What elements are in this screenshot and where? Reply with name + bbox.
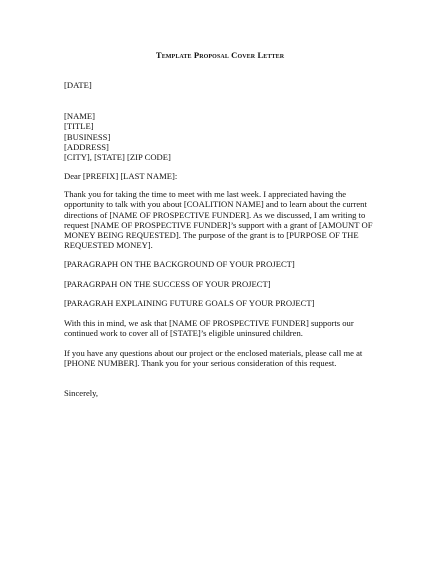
- closing: [64, 388, 384, 398]
- mind-line-2: continued work to cover all of [STATE]’s eligible uninsured children.: [64, 328, 303, 339]
- intro-line-2: opportunity to talk with you about [COALITION NAME] and to learn about the current: [64, 199, 367, 210]
- questions-line-2: [PHONE NUMBER]. Thank you for your serious consideration of this request.: [64, 358, 337, 369]
- letter-title: Template Proposal Cover Letter: [155, 50, 285, 60]
- address-title: [TITLE]: [64, 121, 94, 132]
- body-paragraph-goals: [64, 298, 384, 308]
- address-name: [NAME]: [64, 111, 96, 121]
- address-street: [ADDRESS]: [64, 141, 109, 152]
- intro-line-5: MONEY BEING REQUESTED]. The purpose of the grant is to [PURPOSE OF THE: [64, 230, 359, 241]
- mind-line-1: With this in mind, we ask that [NAME OF PROSPECTIVE FUNDER] supports our: [64, 318, 354, 328]
- closing-text: Sincerely,: [64, 388, 99, 398]
- body-paragraph-mind: [64, 318, 384, 339]
- body-paragraph-success: [64, 279, 384, 289]
- salutation-text: Dear [PREFIX] [LAST NAME]:: [64, 171, 178, 181]
- date-text: [DATE]: [64, 80, 92, 90]
- recipient-address: [64, 111, 384, 162]
- goals-placeholder: [PARAGRAH EXPLAINING FUTURE GOALS OF YOUR PROJECT]: [64, 298, 315, 308]
- intro-line-4: request [NAME OF PROSPECTIVE FUNDER]’s support with a grant of [AMOUNT OF: [64, 219, 373, 230]
- body-paragraph-background: [64, 259, 384, 269]
- salutation: [64, 171, 384, 181]
- intro-line-6: REQUESTED MONEY].: [64, 240, 153, 251]
- background-placeholder: [PARAGRAPH ON THE BACKGROUND OF YOUR PROJECT]: [64, 259, 295, 269]
- success-placeholder: [PARAGRPAH ON THE SUCCESS OF YOUR PROJECT]: [64, 279, 271, 289]
- address-city-state-zip: [CITY], [STATE] [ZIP CODE]: [64, 152, 171, 163]
- date-line: [64, 80, 384, 90]
- intro-line-1: Thank you for taking the time to meet with me last week. I appreciated having the: [64, 189, 347, 199]
- body-paragraph-questions: [64, 348, 384, 369]
- address-business: [BUSINESS]: [64, 131, 111, 142]
- intro-line-3: directions of [NAME OF PROSPECTIVE FUNDER]. As we discussed, I am writing to: [64, 209, 366, 220]
- questions-line-1: If you have any questions about our project or the enclosed materials, please call me at: [64, 348, 363, 358]
- body-paragraph-intro: [64, 189, 384, 251]
